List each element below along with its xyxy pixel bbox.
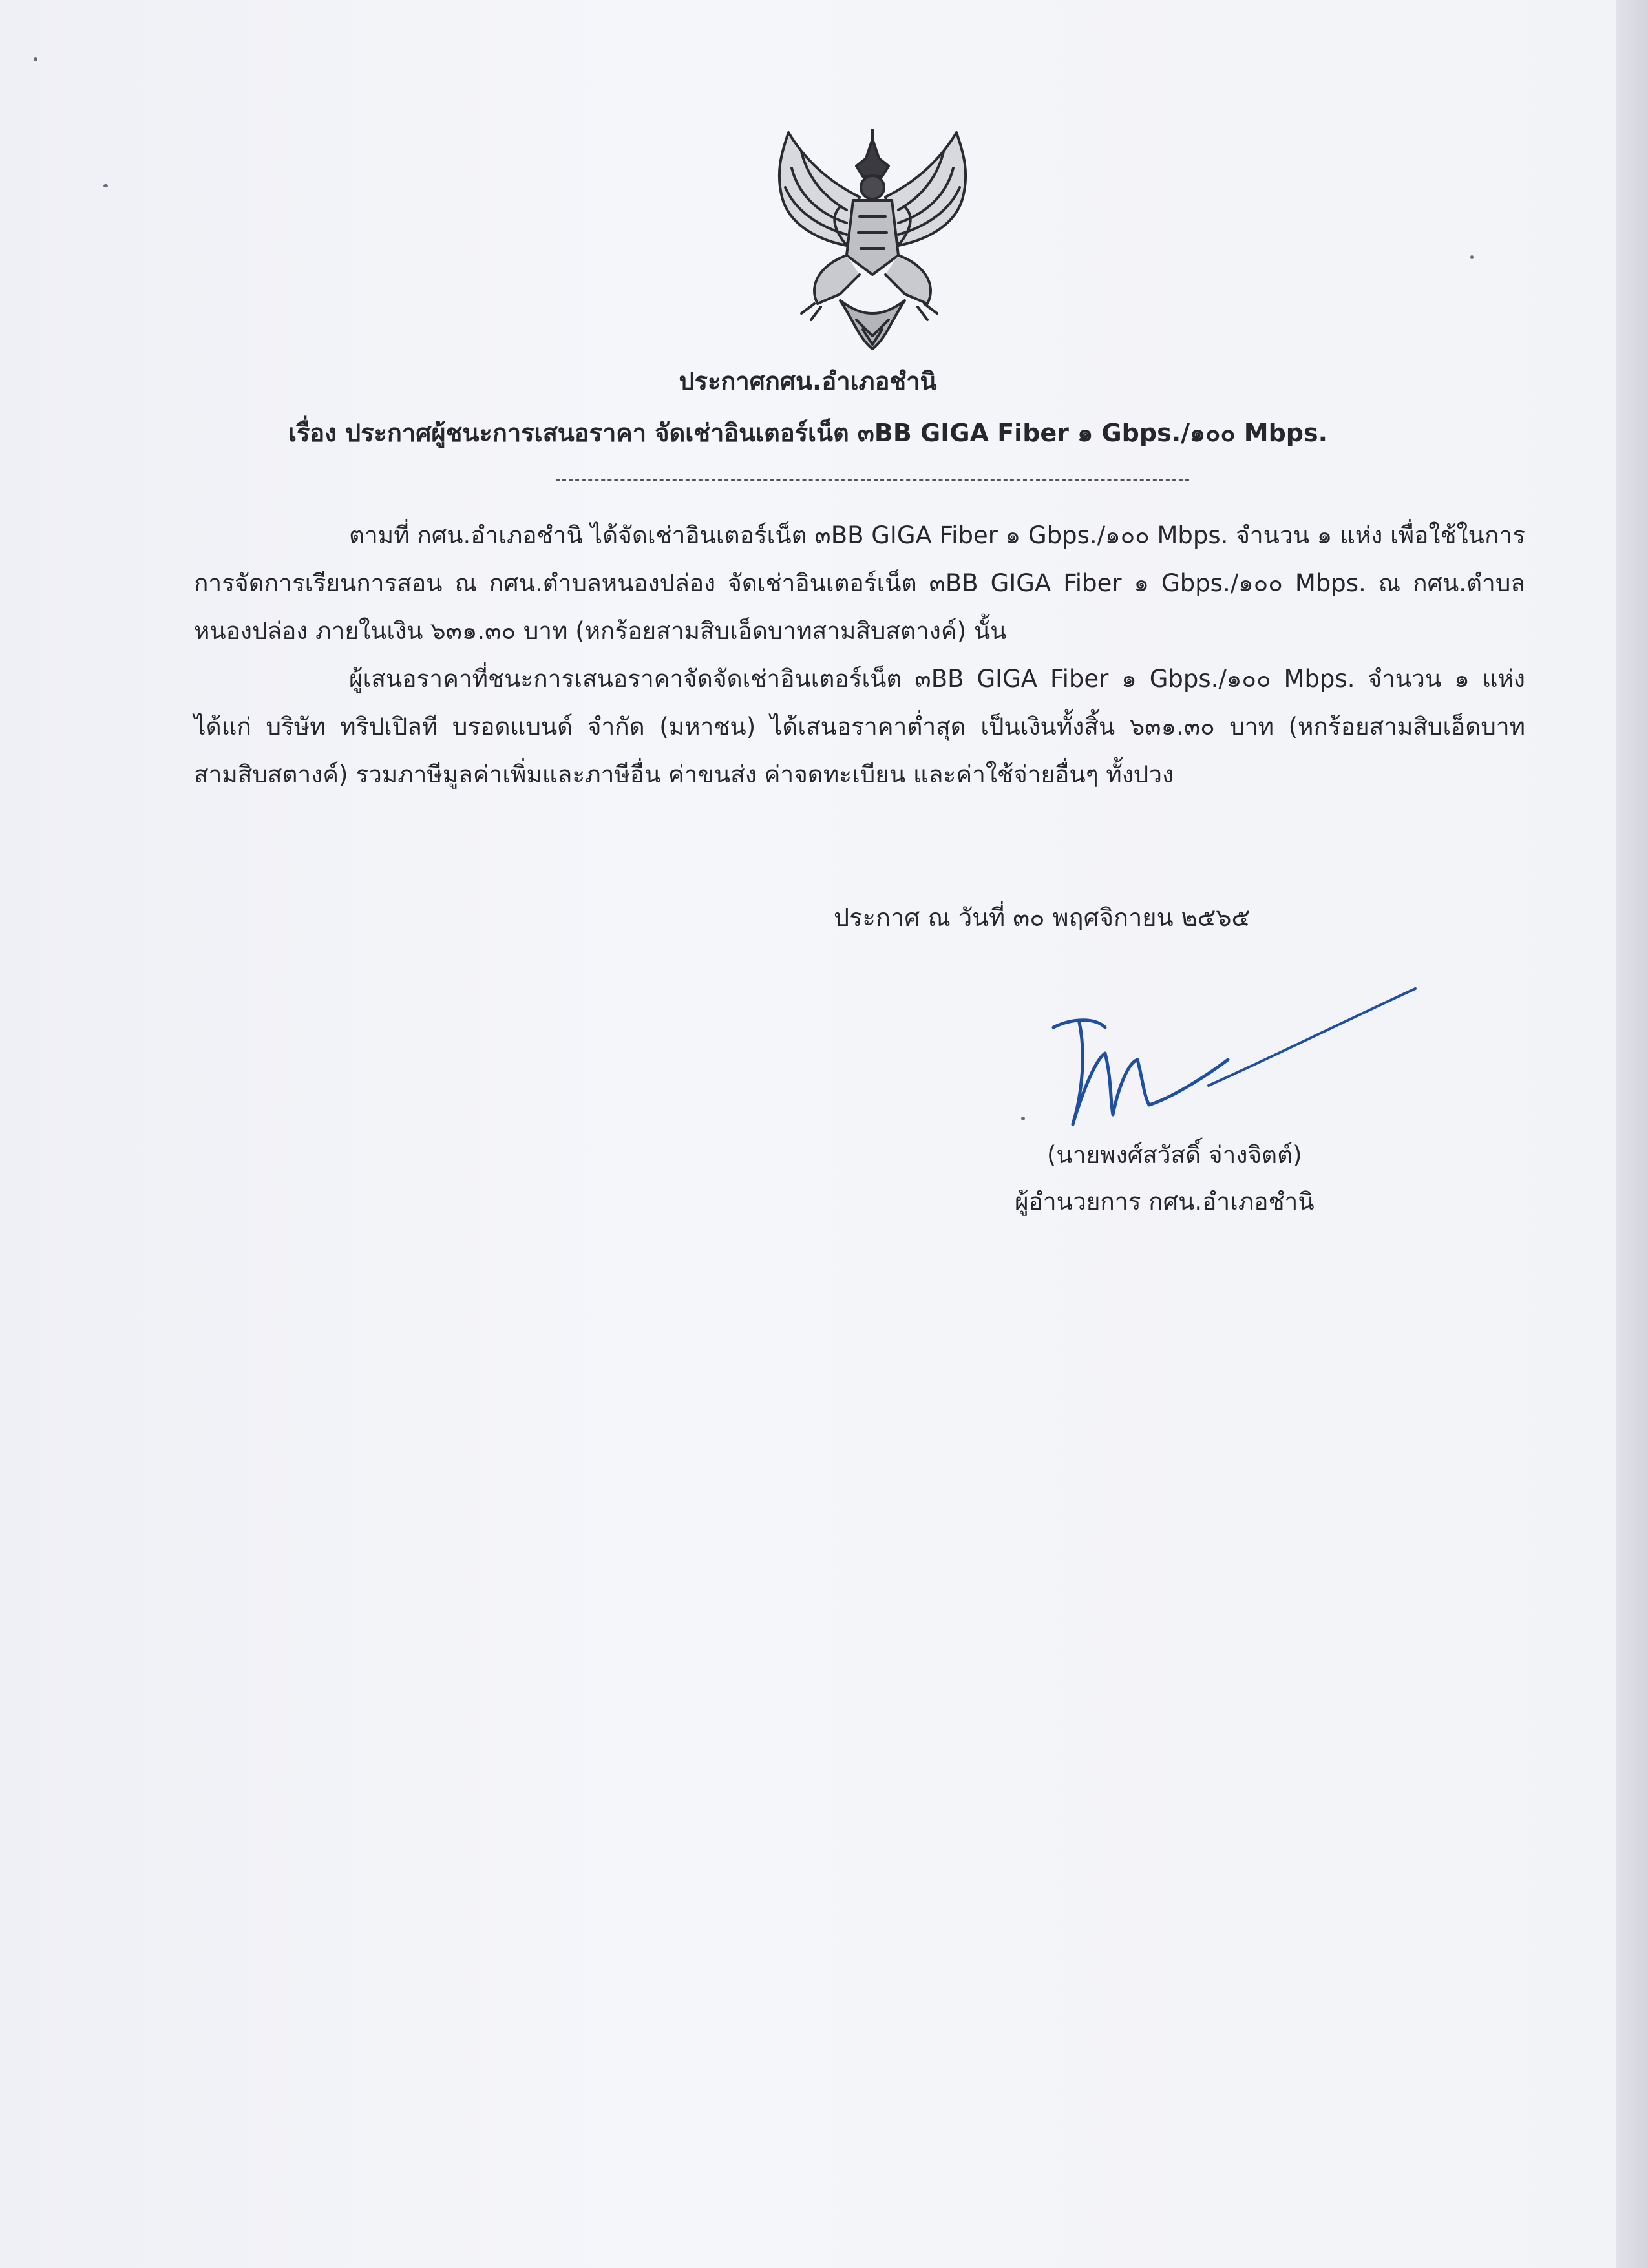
signer-title: ผู้อำนวยการ กศน.อำเภอชำนิ	[1015, 1188, 1315, 1215]
dashed-divider	[556, 479, 1189, 481]
announcement-title: ประกาศกศน.อำเภอชำนิ	[679, 367, 937, 395]
body-paragraph-2: ผู้เสนอราคาที่ชนะการเสนอราคาจัดจัดเช่าอินเตอร์เน็ต ๓BB GIGA Fiber ๑ Gbps./๑๐๐ Mbps. จำนวน ๑ แห่ง ได้แก่ บริษัท ทริปเปิลที บรอดแบนด์ จำกัด (มหาชน) ได้เสนอราคาต่ำสุด เป็นเงินทั้งสิ้น ๖๓๑.๓๐ บาท (หกร้อยสามสิบเอ็ดบาทสามสิบสตางค์) รวมภาษีมูลค่าเพิ่มและภาษีอื่น ค่าขนส่ง ค่าจดทะเบียน และค่าใช้จ่ายอื่นๆ ทั้งปวง	[194, 665, 1525, 788]
scan-speck	[103, 184, 108, 187]
announcement-subject: เรื่อง ประกาศผู้ชนะการเสนอราคา จัดเช่าอินเตอร์เน็ต ๓BB GIGA Fiber ๑ Gbps./๑๐๐ Mbps.	[288, 419, 1328, 447]
announcement-date: ประกาศ ณ วันที่ ๓๐ พฤศจิกายน ๒๕๖๕	[834, 903, 1251, 932]
scan-edge	[1616, 0, 1648, 2268]
scan-speck	[1470, 255, 1474, 259]
handwritten-signature	[1034, 982, 1435, 1131]
scan-speck	[1021, 1117, 1025, 1120]
garuda-emblem-icon	[763, 126, 982, 355]
body-paragraph-1: ตามที่ กศน.อำเภอชำนิ ได้จัดเช่าอินเตอร์เน็ต ๓BB GIGA Fiber ๑ Gbps./๑๐๐ Mbps. จำนวน ๑ แห่ง เพื่อใช้ในการการจัดการเรียนการสอน ณ กศน.ตำบลหนองปล่อง จัดเช่าอินเตอร์เน็ต ๓BB GIGA Fiber ๑ Gbps./๑๐๐ Mbps. ณ กศน.ตำบลหนองปล่อง ภายในเงิน ๖๓๑.๓๐ บาท (หกร้อยสามสิบเอ็ดบาทสามสิบสตางค์) นั้น	[194, 521, 1525, 645]
scan-speck	[34, 57, 37, 61]
signer-name: (นายพงศ์สวัสดิ์ จ่างจิตต์)	[1047, 1141, 1302, 1169]
